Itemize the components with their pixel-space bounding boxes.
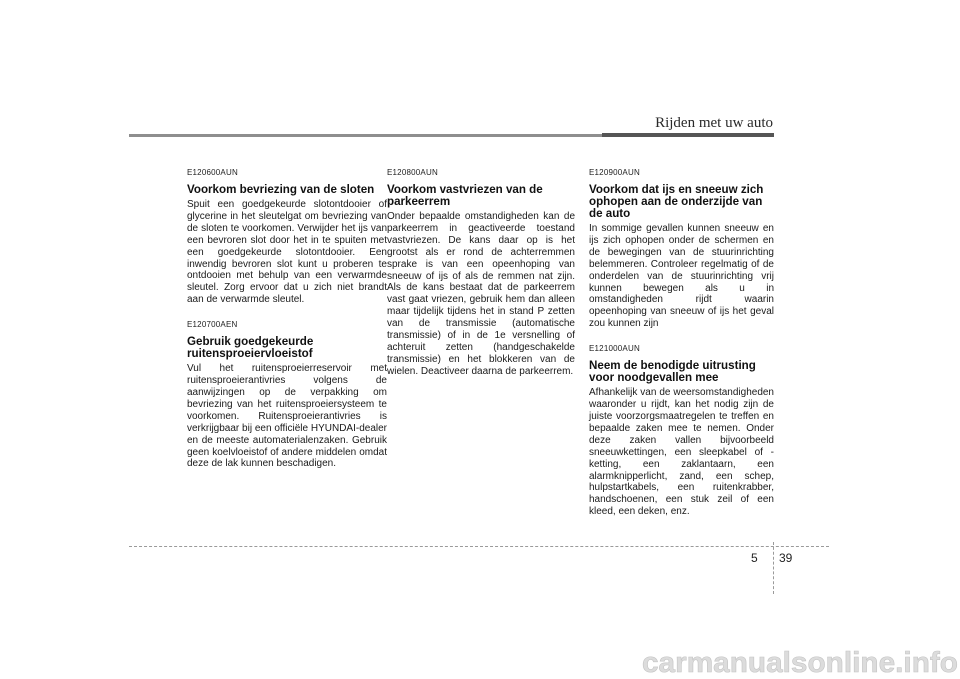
watermark-logo [642,643,960,679]
page-divider-line [773,542,774,594]
page-header-title: Rijden met uw auto [655,115,773,131]
column-middle [387,168,575,378]
section-code: E120600AUN [187,168,238,177]
page-number: 39 [779,551,793,565]
section-code: E121000AUN [589,344,640,354]
section-heading: Voorkom bevriezing van de sloten [187,183,375,196]
chapter-number: 5 [751,551,758,565]
section-body: Afhankelijk van de weersomstandigheden waaronder u rijdt, kan het nodig zijn de juiste voorzorgsmaatregelen te treffen en bepaalde zaken mee te nemen. Onder deze zaken vallen bijvoorbeeld sneeuwkettingen, een sleepkabel of -ketting, een zaklantaarn, een alarmknipperlicht, zand, een schep, hulpstartkabels, een ruitenkrabber, handschoenen, een stuk zeil of een kleed, een deken, enz. [589,387,774,518]
watermark-text-graphic [642,643,960,679]
section-code: E120800AUN [387,168,438,177]
column-left [187,168,387,470]
watermark-text: carmanualsonline.info [642,647,958,679]
section-body: Onder bepaalde omstandigheden kan de parkeerrem in geactiveerde toestand vastvriezen. De kans daar op is het grootst als er rond de achterremmen sprake is van een opeenhoping van sneeuw of ijs of als de remmen nat zijn. Als de kans bestaat dat de parkeerrem vast gaat vriezen, gebruik hem dan alleen maar tijdelijk tijdens het in stand P zetten van de transmissie (automatische transmissie) of in de 1e versnelling of achteruit zetten (handgeschakelde transmissie) en het blokkeren van de wielen. Deactiveer daarna de parkeerrem. [387,211,575,377]
section-heading: Voorkom vastvriezen van de parkeerrem [387,183,543,208]
header-rule-accent [602,133,774,137]
section-heading: Gebruik goedgekeurde ruitensproeiervloeistof [187,335,314,361]
column-right [589,168,774,518]
section-body: Vul het ruitensproeierreservoir met ruitensproeierantivries volgens de aanwijzingen op de verpakking om bevriezing van het ruitensproeiersysteem te voorkomen. Ruitensproeierantivries is verkrijgbaar bij een officiële HYUNDAI-dealer en de meeste automaterialenzaken. Gebruik geen koelvloeistof of andere middelen omdat deze de lak kunnen beschadigen. [187,363,387,470]
footer-rule [129,546,829,547]
section-heading: Voorkom dat ijs en sneeuw zich ophopen aan de onderzijde van de auto [589,183,764,220]
section-heading: Neem de benodigde uitrusting voor noodgevallen mee [589,359,756,385]
section-body: Spuit een goedgekeurde slotontdooier of glycerine in het sleutelgat om bevriezing van de sloten te voorkomen. Verwijder het ijs van een bevroren slot door het in te spuiten met een goedgekeurde slotontdooier. Een inwendig bevroren slot kunt u proberen te ontdooien met behulp van een verwarmde sleutel. Zorg ervoor dat u zich niet brandt aan de verwarmde sleutel. [187,199,387,306]
section-code: E120700AEN [187,320,238,330]
section-body: In sommige gevallen kunnen sneeuw en ijs zich ophopen onder de schermen en de bewegingen van de stuurinrichting belemmeren. Controleer regelmatig of de onderdelen van de stuurinrichting vrij kunnen bewegen als u in omstandigheden rijdt waarin opeenhoping van sneeuw of ijs het geval zou kunnen zijn [589,223,774,330]
section-code: E120900AUN [589,168,640,177]
